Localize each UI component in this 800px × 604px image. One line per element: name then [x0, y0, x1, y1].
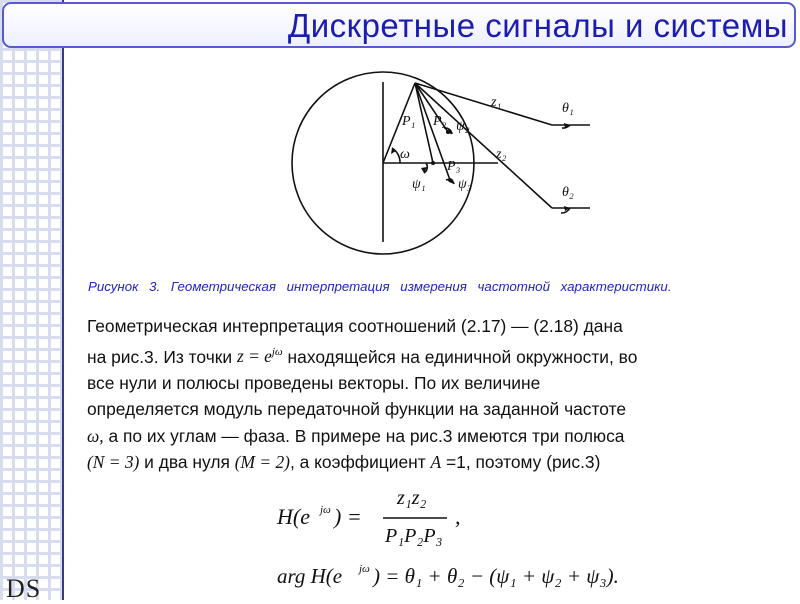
body-line-5-text: а по их углам — фаза. В примере на рис.3 имеются три полюса — [108, 425, 625, 446]
label-psi3: ψ₃ — [458, 177, 472, 192]
math-omega: ω, — [87, 425, 104, 446]
pole-dot-2 — [446, 130, 450, 134]
formula-block — [265, 480, 685, 600]
formula-2-lhs: arg H(e — [277, 564, 343, 588]
body-line-3: все нули и полюсы проведены векторы. По их величине — [87, 372, 541, 393]
body-line-2-start: на рис.3. Из точки — [87, 346, 233, 367]
math-a: A — [430, 452, 442, 473]
label-p1: P₁ — [402, 114, 416, 129]
figure-caption: Рисунок 3. Геометрическая интерпретация измерения частотной характеристики. — [88, 279, 672, 294]
label-z1: z₁ — [491, 95, 502, 110]
formula-2-sup: jω — [359, 563, 370, 575]
body-line-2-end: находящейся на единичной окружности, во — [287, 346, 638, 367]
math-z-ejw: $z = e^{j\omega}$ — [236, 346, 283, 367]
vector-p3 — [415, 83, 450, 180]
label-z2: z₂ — [496, 147, 507, 162]
label-psi1: ψ₁ — [412, 177, 426, 192]
body-line-1: Геометрическая интерпретация соотношений (2.17) — (2.18) дана — [87, 316, 623, 336]
vector-z2 — [415, 83, 552, 208]
body-paragraph — [87, 313, 787, 476]
formula-1-close: ) = — [334, 504, 362, 529]
body-line-4: определяется модуль передаточной функции на заданной частоте — [87, 399, 627, 420]
label-p2: P₂ — [433, 114, 447, 129]
body-line-6-b: , а коэффициент — [289, 452, 426, 473]
math-m2: (M = 2) — [234, 452, 290, 473]
pole-dot-3 — [448, 178, 452, 182]
label-psi2: ψ₂ — [456, 119, 470, 134]
footer-logo: DS — [6, 574, 42, 603]
formula-1-lhs: H(e — [277, 504, 310, 529]
formula-1-denominator: P₁P₂P₃ — [385, 525, 443, 547]
title-bar — [2, 2, 796, 48]
unit-circle-figure — [240, 70, 600, 275]
body-line-6-a: и два нуля — [144, 452, 230, 473]
body-line-6-c: =1, поэтому (рис.3) — [446, 452, 601, 473]
body-line-6 — [87, 449, 787, 476]
formula-1-sup: jω — [320, 504, 331, 516]
slide-sidebar — [0, 0, 64, 603]
slide-title: Дискретные сигналы и системы — [287, 7, 788, 44]
label-omega: ω — [400, 147, 410, 162]
body-line-5 — [87, 423, 787, 450]
label-p3: P₃ — [447, 159, 461, 174]
body-line-2 — [87, 340, 787, 370]
formula-1-numerator: z₁z₂ — [397, 487, 427, 509]
label-theta1: θ₁ — [562, 101, 574, 116]
pole-dot-1 — [431, 161, 435, 165]
formula-2-rhs: ) = θ₁ + θ₂ − (ψ₁ + ψ₂ + ψ₃). — [373, 564, 619, 588]
formula-1-end: , — [455, 504, 461, 529]
label-theta2: θ₂ — [562, 185, 574, 200]
math-n3: (N = 3) — [87, 452, 140, 473]
